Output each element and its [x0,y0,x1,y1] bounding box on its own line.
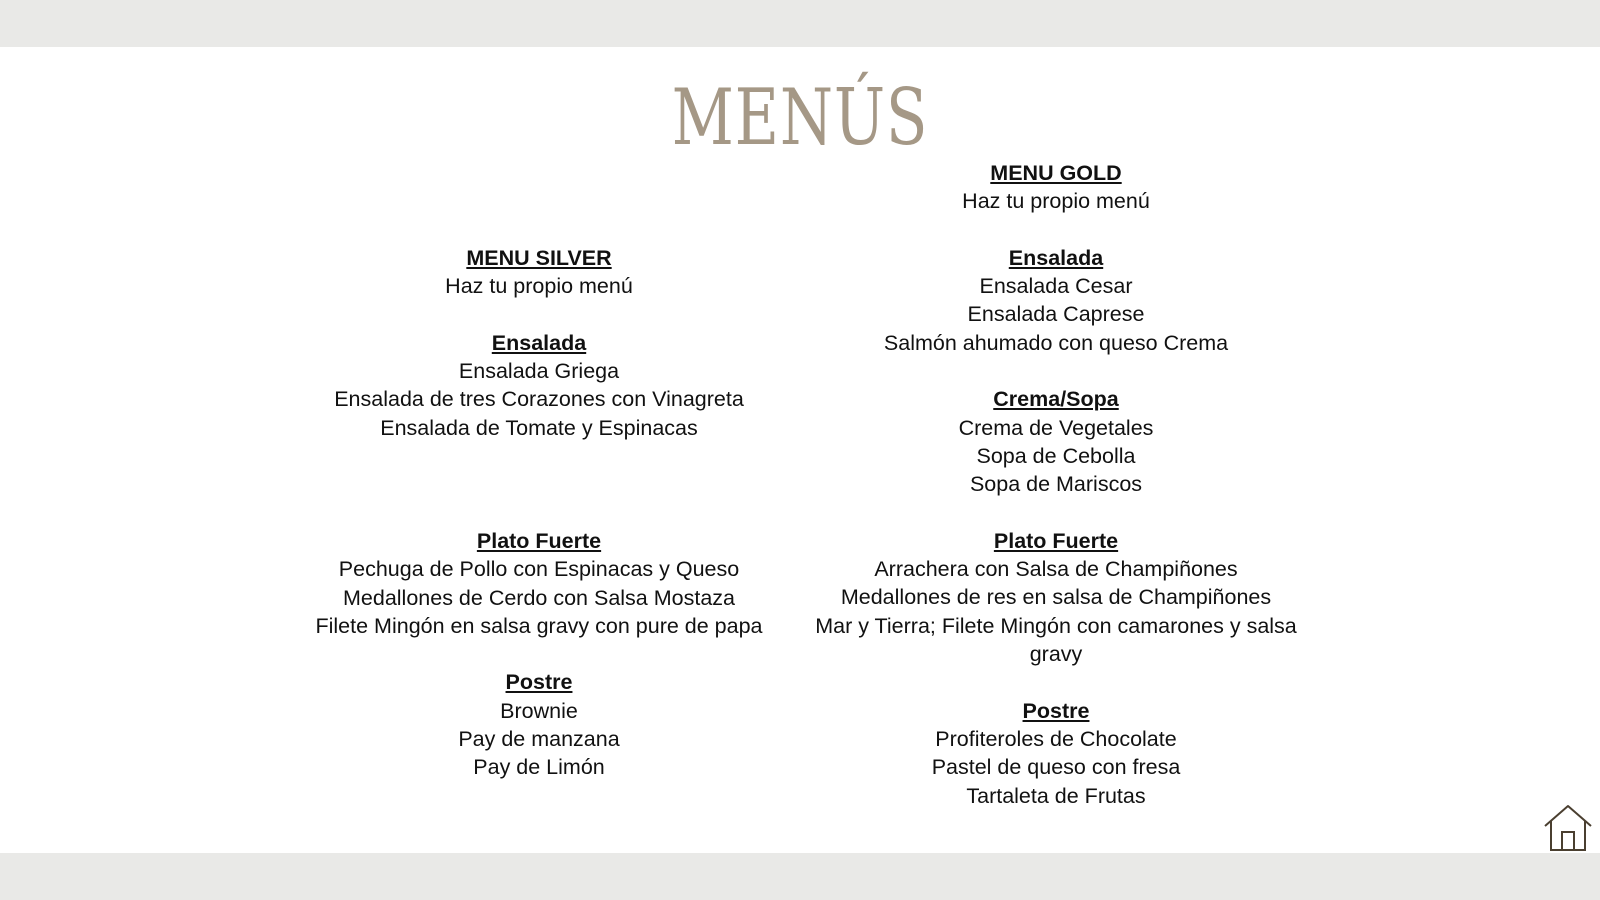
list-item: Medallones de Cerdo con Salsa Mostaza [343,585,735,610]
list-item: Sopa de Mariscos [969,472,1143,497]
list-item: Ensalada de Tomate y Espinacas [380,415,698,440]
list-item: Ensalada Griega [458,359,620,384]
menu-gold-column [806,159,1306,810]
silver-plato-heading: Plato Fuerte [476,528,602,553]
list-item: Ensalada de tres Corazones con Vinagreta [334,387,744,412]
list-item: Pay de Limón [473,755,605,780]
list-item: Profiteroles de Chocolate [935,726,1177,751]
gold-crema-heading: Crema/Sopa [993,387,1119,412]
silver-ensalada-heading: Ensalada [491,330,587,355]
list-item: gravy [1029,642,1083,667]
list-item: Crema de Vegetales [958,415,1154,440]
gold-ensalada-heading: Ensalada [1008,245,1104,270]
menu-silver-title: MENU SILVER [466,246,612,270]
list-item: Salmón ahumado con queso Crema [883,330,1229,355]
list-item: Pastel de queso con fresa [931,755,1181,780]
list-item: Sopa de Cebolla [976,443,1136,468]
gold-postre-heading: Postre [1022,698,1090,723]
silver-postre-heading: Postre [505,670,573,695]
menu-gold-subtitle: Haz tu propio menú [962,189,1150,214]
list-item: Filete Mingón en salsa gravy con pure de papa [315,613,763,638]
list-item: Ensalada Cesar [979,274,1133,299]
list-item: Arrachera con Salsa de Champiñones [874,557,1238,582]
menu-silver-subtitle: Haz tu propio menú [445,274,633,299]
list-item: Tartaleta de Frutas [966,783,1146,808]
gold-plato-heading: Plato Fuerte [993,528,1119,553]
list-item: Pay de manzana [458,727,620,752]
list-item: Ensalada Caprese [967,302,1145,327]
list-item: Mar y Tierra; Filete Mingón con camarones y salsa [815,613,1297,638]
menu-slide [0,47,1600,853]
list-item: Pechuga de Pollo con Espinacas y Queso [338,557,740,582]
list-item: Brownie [500,698,578,723]
list-item: Medallones de res en salsa de Champiñones [840,585,1272,610]
page-title: MENÚS [671,73,929,163]
menu-silver-column [289,244,789,782]
home-icon [1542,803,1594,853]
home-button[interactable] [1542,803,1594,853]
menu-gold-title: MENU GOLD [990,161,1122,185]
